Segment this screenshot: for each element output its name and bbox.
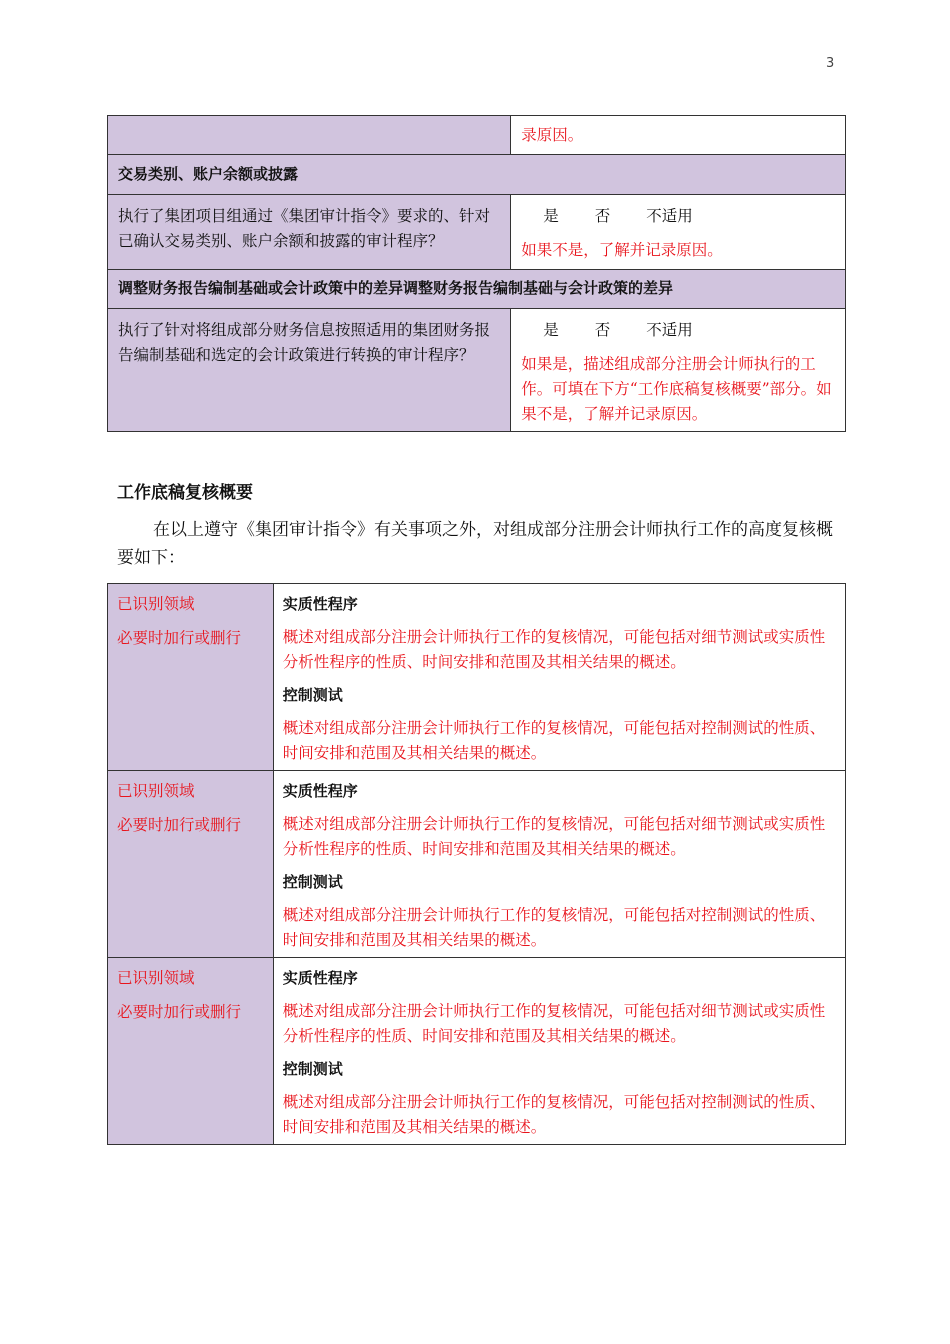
question-transactions: 执行了集团项目组通过《集团审计指令》要求的、针对已确认交易类别、账户余额和披露的审计程序？	[108, 195, 511, 270]
review-row	[108, 771, 846, 958]
section-header-adjustments: 调整财务报告编制基础或会计政策中的差异调整财务报告编制基础与会计政策的差异	[108, 270, 846, 309]
page-number: 3	[826, 56, 835, 71]
controls-title: 控制测试	[282, 1060, 343, 1078]
answer-options	[521, 204, 835, 229]
intro-paragraph: 在以上遵守《集团审计指令》有关事项之外，对组成部分注册会计师执行工作的高度复核概要如下：	[117, 520, 833, 568]
add-remove-hint: 必要时加行或删行	[117, 1003, 242, 1021]
area-cell	[108, 584, 274, 771]
option-no[interactable]: 否	[594, 207, 611, 225]
continued-left-cell	[108, 116, 511, 155]
controls-text: 概述对组成部分注册会计师执行工作的复核情况，可能包括对控制测试的性质、时间安排和范围及其相关结果的概述。	[282, 906, 826, 949]
substantive-title: 实质性程序	[282, 969, 358, 987]
substantive-title: 实质性程序	[282, 782, 358, 800]
substantive-text: 概述对组成部分注册会计师执行工作的复核情况，可能包括对细节测试或实质性分析性程序的性质、时间安排和范围及其相关结果的概述。	[282, 815, 826, 858]
answer-note: 如果不是，了解并记录原因。	[521, 241, 723, 259]
substantive-title: 实质性程序	[282, 595, 358, 613]
identified-area: 已识别领域	[117, 595, 195, 613]
option-na[interactable]: 不适用	[646, 207, 693, 225]
review-detail-cell	[273, 584, 845, 771]
controls-text: 概述对组成部分注册会计师执行工作的复核情况，可能包括对控制测试的性质、时间安排和范围及其相关结果的概述。	[282, 719, 826, 762]
option-yes[interactable]: 是	[543, 321, 559, 339]
substantive-text: 概述对组成部分注册会计师执行工作的复核情况，可能包括对细节测试或实质性分析性程序的性质、时间安排和范围及其相关结果的概述。	[282, 628, 826, 671]
add-remove-hint: 必要时加行或删行	[117, 629, 242, 647]
area-cell	[108, 958, 274, 1145]
continued-note: 录原因。	[521, 126, 584, 144]
question-adjustments: 执行了针对将组成部分财务信息按照适用的集团财务报告编制基础和选定的会计政策进行转换的审计程序？	[108, 309, 511, 432]
review-detail-cell	[273, 958, 845, 1145]
answer-cell-adjustments	[511, 309, 846, 432]
review-summary-table	[107, 583, 846, 1145]
review-detail-cell	[273, 771, 845, 958]
controls-title: 控制测试	[282, 873, 343, 891]
answer-note: 如果是，描述组成部分注册会计师执行的工作。可填在下方“工作底稿复核概要”部分。如果不是，了解并记录原因。	[521, 355, 832, 423]
checklist-table	[107, 115, 846, 432]
option-no[interactable]: 否	[594, 321, 611, 339]
controls-text: 概述对组成部分注册会计师执行工作的复核情况，可能包括对控制测试的性质、时间安排和范围及其相关结果的概述。	[282, 1093, 826, 1136]
answer-cell-transactions	[511, 195, 846, 270]
area-cell	[108, 771, 274, 958]
add-remove-hint: 必要时加行或删行	[117, 816, 242, 834]
review-row	[108, 584, 846, 771]
section-title: 工作底稿复核概要	[117, 483, 253, 503]
answer-options	[521, 318, 835, 343]
controls-title: 控制测试	[282, 686, 343, 704]
identified-area: 已识别领域	[117, 969, 195, 987]
substantive-text: 概述对组成部分注册会计师执行工作的复核情况，可能包括对细节测试或实质性分析性程序的性质、时间安排和范围及其相关结果的概述。	[282, 1002, 826, 1045]
review-row	[108, 958, 846, 1145]
continued-right-cell	[511, 116, 846, 155]
option-yes[interactable]: 是	[543, 207, 559, 225]
section-header-transactions: 交易类别、账户余额或披露	[108, 155, 846, 195]
option-na[interactable]: 不适用	[646, 321, 693, 339]
identified-area: 已识别领域	[117, 782, 195, 800]
